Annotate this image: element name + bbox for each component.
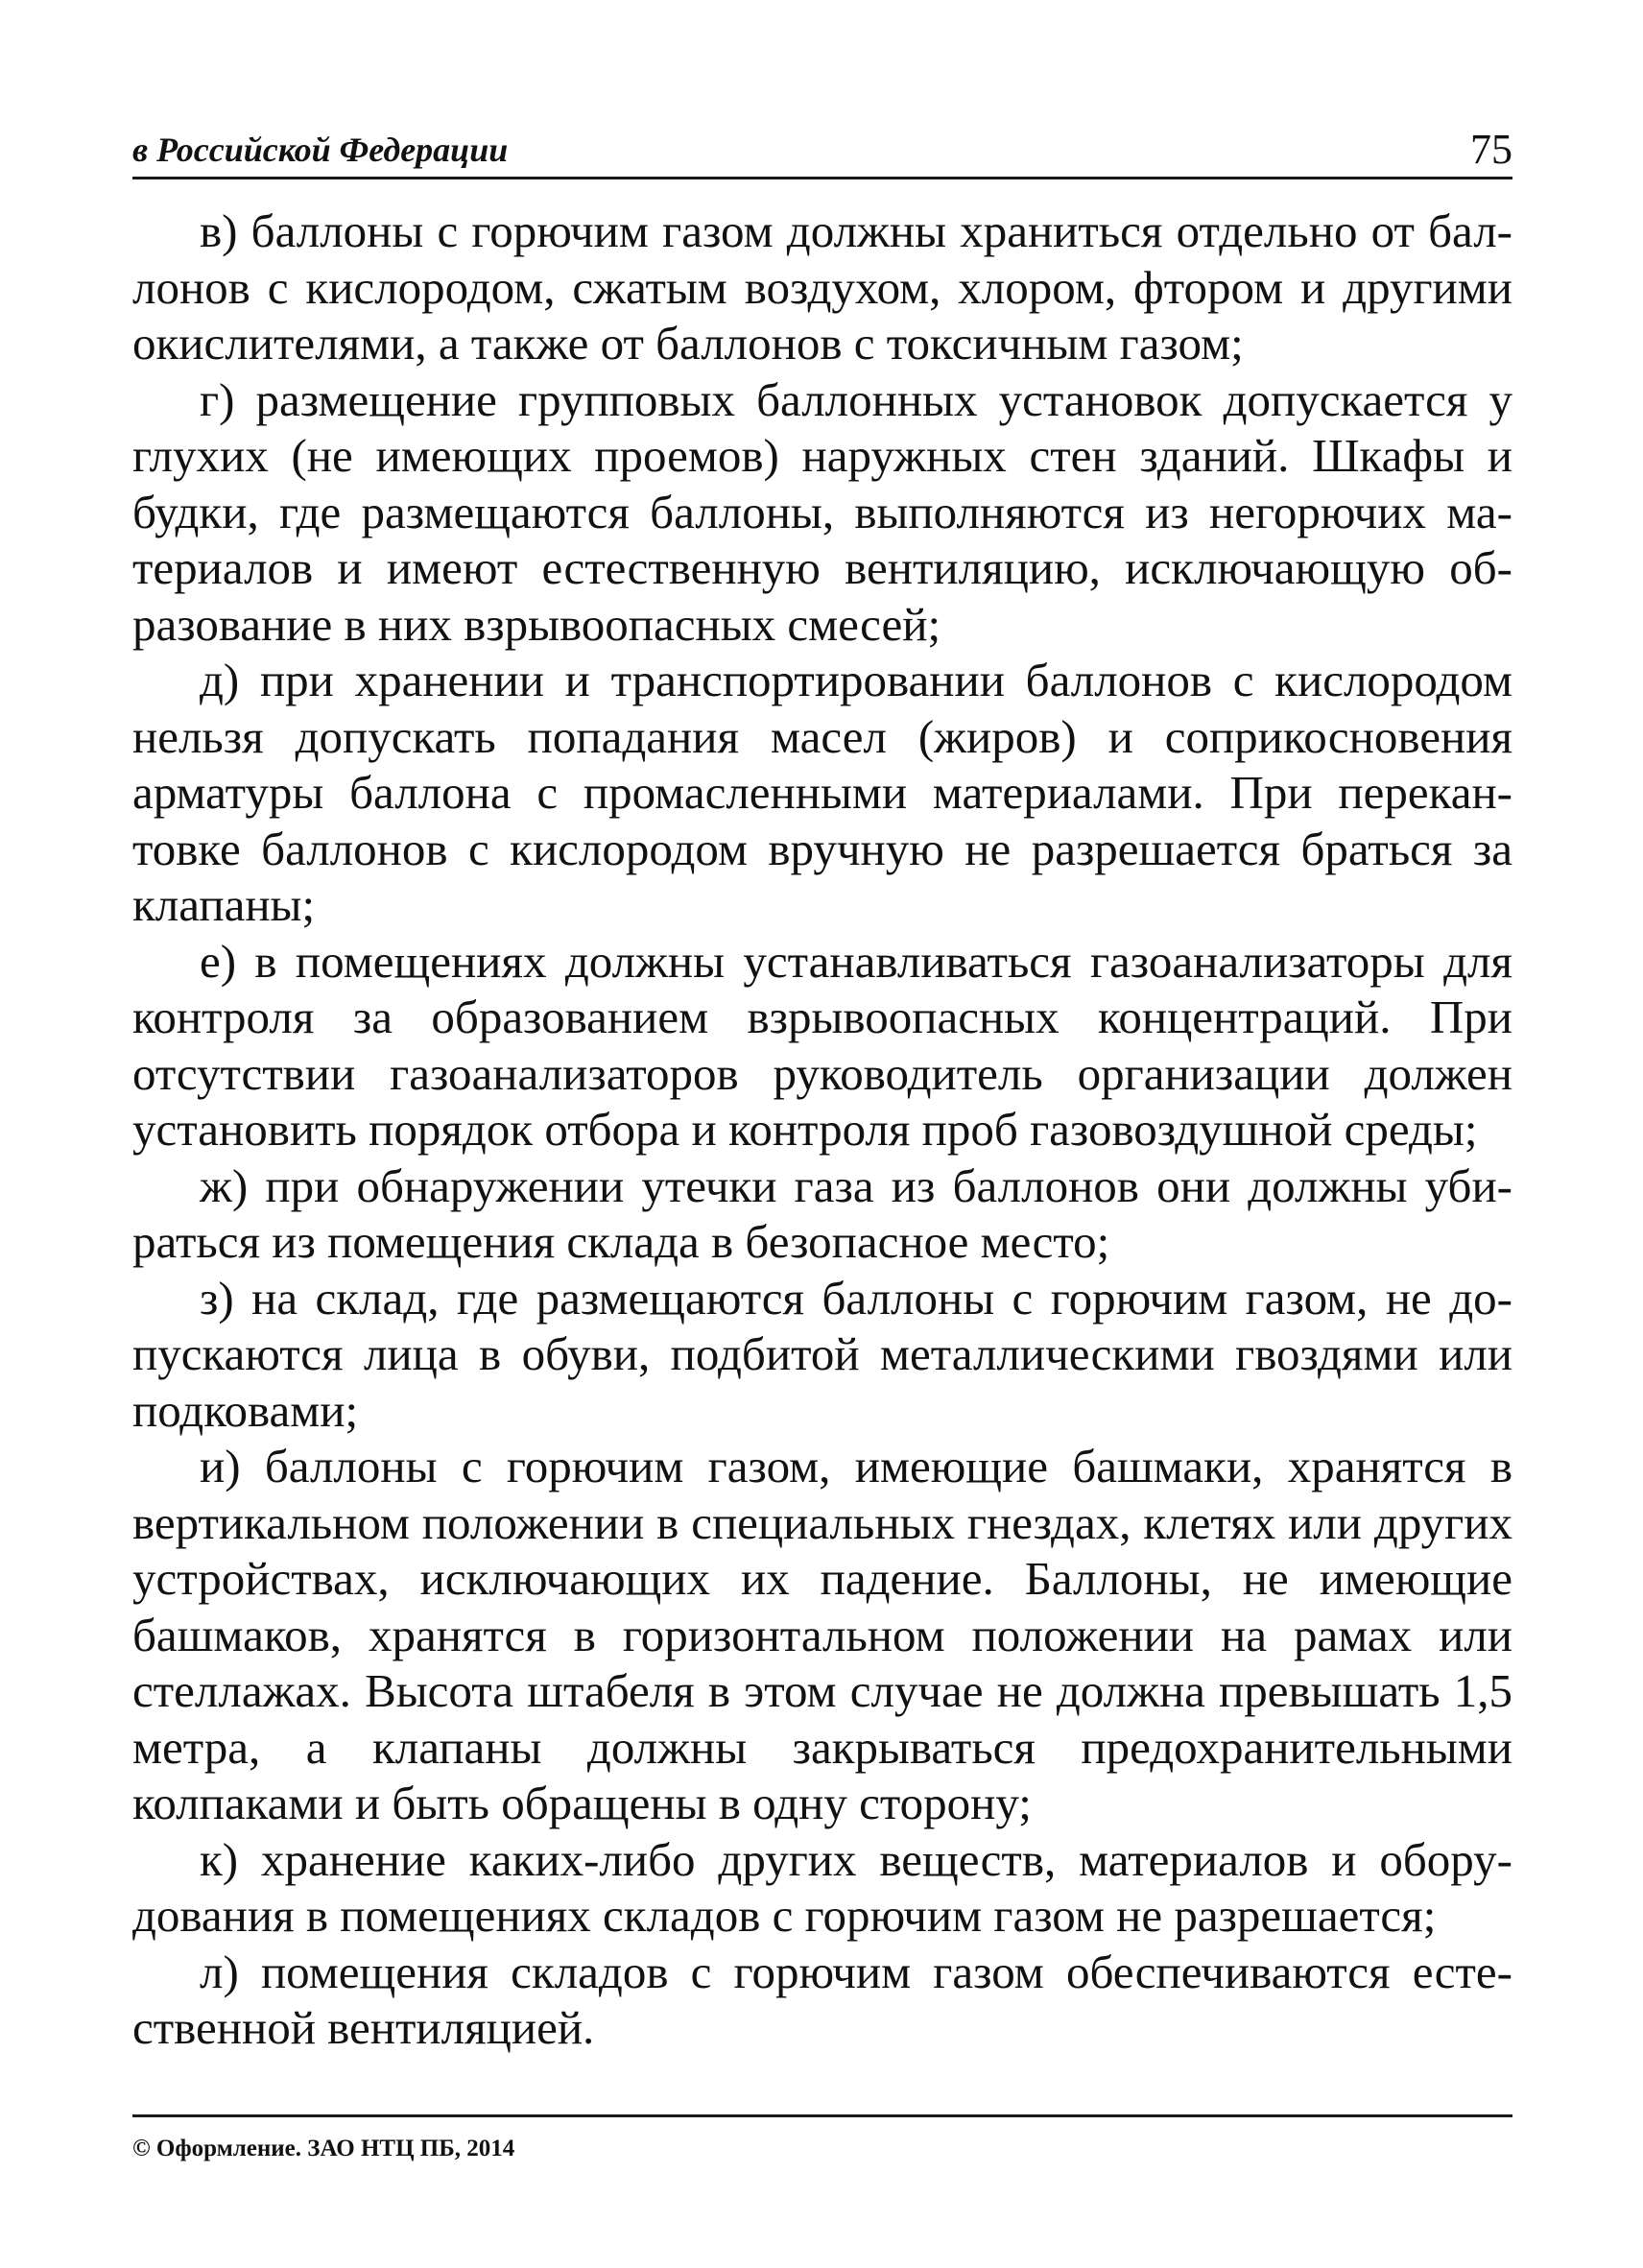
paragraph-d: д) при хранении и транспортировании баллонов с кислородом нельзя допускать попадания масел (жиров) и соприкосновения арматуры баллона с промасленными материалами. При перекантовке баллонов с кислородом вручную не разрешается браться за клапаны;: [132, 654, 1512, 931]
body-text: [132, 203, 1512, 2057]
paragraph-k: к) хранение каких-либо других веществ, материалов и оборудования в помещениях складов с горючим газом не разрешается;: [132, 1832, 1512, 1942]
footer-divider: [132, 2114, 1512, 2117]
paragraph-i: и) баллоны с горючим газом, имеющие башмаки, хранятся в вертикальном положении в специальных гнездах, клетях или других устройствах, исключающих их падение. Баллоны, не имеющие башмаков, хранятся в горизонтальном положении на рамах или стеллажах. Высота штабеля в этом случае не должна превышать 1,5 метра, а клапаны должны закрываться предохранительными колпаками и быть обращены в одну сторону;: [132, 1440, 1512, 1829]
paragraph-g: г) размещение групповых баллонных установок допускается у глухих (не имеющих проемов) наружных стен зданий. Шкафы и будки, где размещаются баллоны, выполняются из негорючих материалов и имеют естественную вентиляцию, исключающую образование в них взрывоопасных смесей;: [132, 372, 1512, 651]
paragraph-v: в) баллоны с горючим газом должны храниться отдельно от баллонов с кислородом, сжатым воздухом, хлором, фтором и другими окислителями, а также от баллонов с токсичным газом;: [132, 204, 1512, 370]
page-header: [132, 123, 1512, 179]
paragraph-e: е) в помещениях должны устанавливаться газоанализаторы для контроля за образованием взрывоопасных концентраций. При отсутствии газоанализаторов руководитель организации должен установить порядок отбора и контроля проб газовоздушной среды;: [132, 934, 1512, 1156]
paragraph-z: з) на склад, где размещаются баллоны с горючим газом, не допускаются лица в обуви, подбитой металлическими гвоздями или подковами;: [132, 1271, 1512, 1437]
running-title: в Российской Федерации: [132, 131, 509, 169]
paragraph-zh: ж) при обнаружении утечки газа из баллонов они должны убираться из помещения склада в безопасное место;: [132, 1158, 1512, 1268]
copyright-notice: © Оформление. ЗАО НТЦ ПБ, 2014: [132, 2136, 515, 2161]
paragraph-l: л) помещения складов с горючим газом обеспечиваются естественной вентиляцией.: [132, 1945, 1512, 2054]
page-number: 75: [1470, 126, 1512, 173]
